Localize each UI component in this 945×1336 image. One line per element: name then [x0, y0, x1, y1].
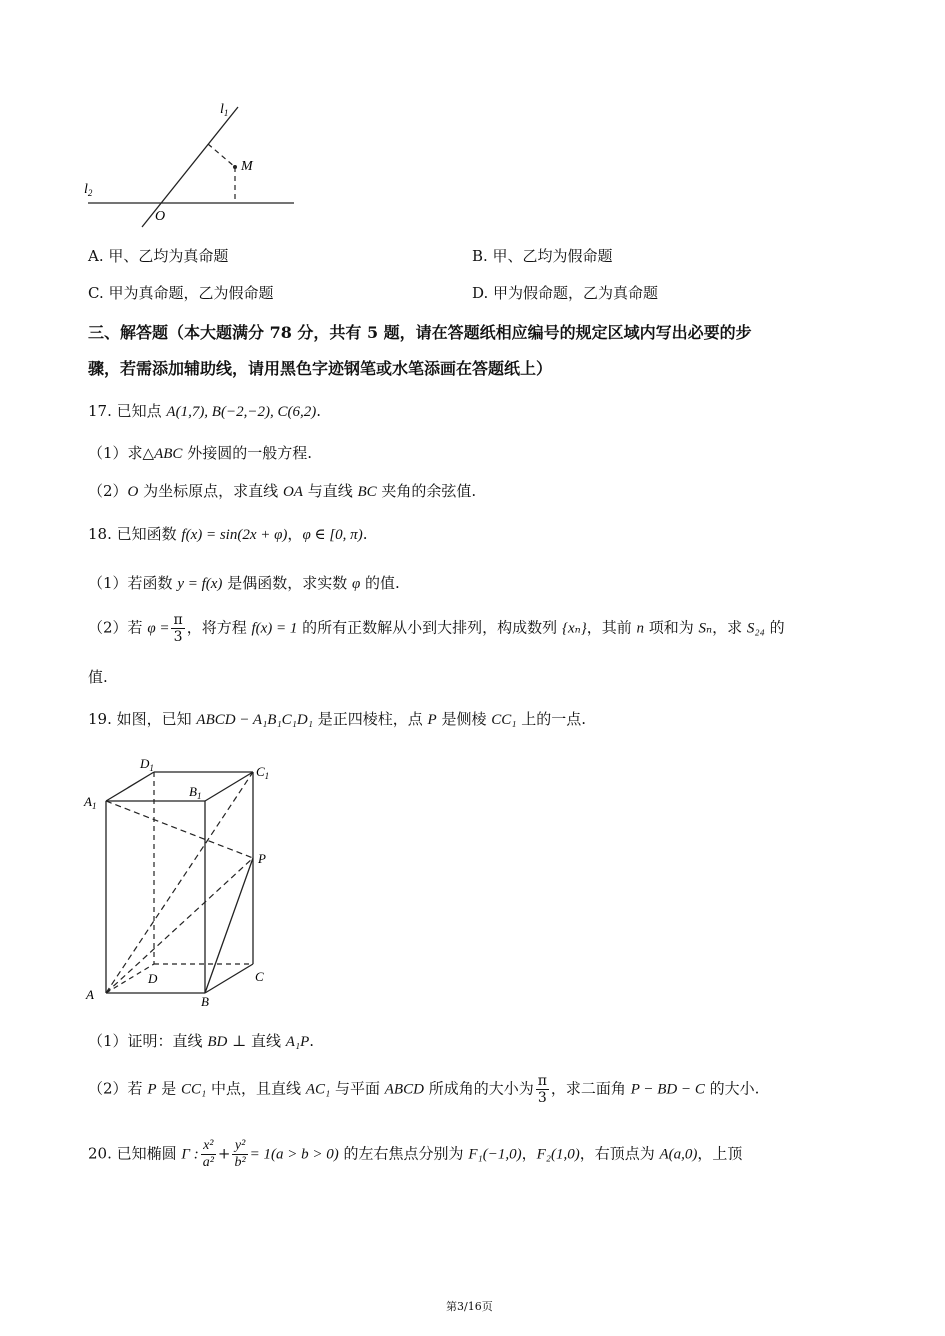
question-19-part2: （2）若 P 是 CC₁ 中点，且直线 AC₁ 与平面 ABCD 所成角的大小为 $\frac{\pi}{3}$ ，求二面角 P − BD − C 的大小. — [88, 1073, 760, 1106]
edge-B1C1 — [205, 772, 253, 801]
label-O: O — [155, 209, 166, 224]
section-heading-line1: 三、解答题（本大题满分 78 分，共有 5 题，请在答题纸相应编号的规定区域内写出必要的步 — [88, 323, 752, 342]
fraction-y2-b2: $\frac{\text{y²}}{\text{b²}}$ — [234, 1138, 246, 1170]
figure-lines — [80, 95, 310, 230]
label-B: B — [201, 994, 209, 1009]
label-l1: $l_1$ — [220, 102, 229, 118]
option-d: D. 甲为假命题，乙为真命题 — [472, 284, 659, 302]
option-b: B. 甲、乙均为假命题 — [472, 247, 613, 265]
question-18-part1: （1）若函数 y = f(x) 是偶函数，求实数 φ 的值. — [88, 574, 400, 592]
label-l2: $l_2$ — [84, 182, 93, 198]
question-17-stem: 17. 已知点 A(1,7), B(−2,−2), C(6,2). — [88, 402, 321, 420]
page-number: 第3/16页 — [446, 1300, 493, 1313]
fraction-pi-over-3: $\frac{\pi}{3}$ — [537, 1073, 547, 1106]
question-17-part1: （1）求△ABC 外接圆的一般方程. — [88, 444, 312, 462]
option-a: A. 甲、乙均为真命题 — [88, 247, 229, 265]
option-c: C. 甲为真命题，乙为假命题 — [88, 284, 274, 302]
question-18-part2-cont: 值. — [88, 668, 108, 686]
segment-AC1 — [106, 772, 253, 993]
label-A: A — [86, 987, 94, 1002]
edge-AD — [106, 964, 154, 993]
label-A1: $A_1$ — [84, 794, 97, 811]
segment-A1P — [106, 801, 253, 858]
section-heading-line2: 骤，若需添加辅助线，请用黑色字迹钢笔或水笔添画在答题纸上） — [88, 359, 553, 378]
segment-AP — [106, 858, 253, 993]
fraction-x2-a2: $\frac{\text{x²}}{\text{a²}}$ — [202, 1138, 214, 1170]
question-20-stem: 20. 已知椭圆 Γ : $\frac{\text{x²}}{\text{a²}}$ + $\frac{\text{y²}}{\text{b²}}$ = 1(a > b > 0) 的左右焦点分别为 F₁(−1,0)，F₂(1,0)，右顶点为 A(a,0)，上顶 — [88, 1138, 743, 1170]
question-17-part2: （2）O 为坐标原点，求直线 OA 与直线 BC 夹角的余弦值. — [88, 482, 477, 500]
question-18-stem: 18. 已知函数 f(x) = sin(2x + φ)，φ ∈ [0, π). — [88, 525, 368, 543]
label-C1: $C_1$ — [256, 764, 270, 781]
label-P: P — [258, 851, 266, 866]
question-18-part2: （2）若 φ = $\frac{\pi}{3}$ ，将方程 f(x) = 1 的所有正数解从小到大排列，构成数列 {xₙ}，其前 n 项和为 Sₙ，求 S₂₄ 的 — [88, 612, 785, 645]
label-B1: $B_1$ — [189, 784, 202, 801]
question-19-stem: 19. 如图，已知 ABCD − A₁B₁C₁D₁ 是正四棱柱，点 P 是侧棱 CC₁ 上的一点. — [88, 710, 586, 728]
edge-A1D1 — [106, 772, 154, 801]
point-M — [233, 165, 237, 169]
perp-to-l1 — [208, 144, 235, 167]
question-19-part1: （1）证明：直线 BD ⊥ 直线 A₁P. — [88, 1032, 315, 1050]
label-M: M — [241, 159, 253, 174]
label-D1: $D_1$ — [140, 756, 154, 773]
fraction-pi-over-3: $\frac{\pi}{3}$ — [173, 612, 183, 645]
figure-prism — [80, 750, 280, 1010]
label-D: D — [148, 971, 158, 986]
segment-BP — [205, 858, 253, 993]
edge-BC — [205, 964, 253, 993]
label-C: C — [255, 969, 264, 984]
